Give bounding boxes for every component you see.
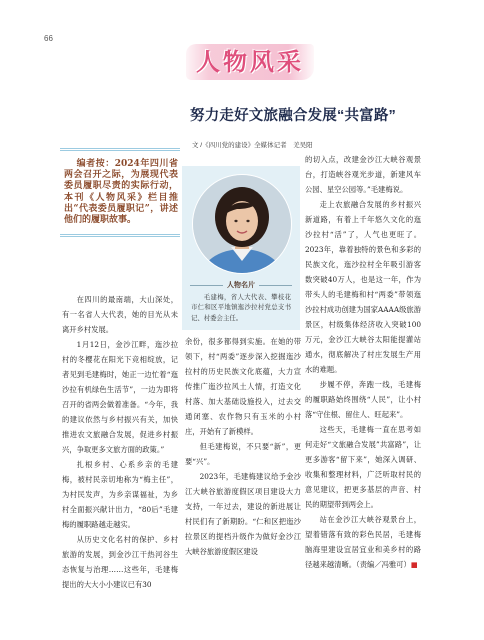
editor-note-text: 编者按：2024年四川省两会召开之际，为展现代表委员履职尽责的实际行动，本刊《人物风采》栏目推出“代表委员履职记”，讲述他们的履职故事。 [64,159,178,226]
portrait-photo [192,174,292,274]
section-banner [186,44,314,80]
profile-card-header [190,280,292,290]
paragraph: 1月12日，金沙江畔，迤沙拉村的冬樱花在阳光下竞相绽放，记者见到毛建梅时，她正一边忙着“迤沙拉有机绿色生活节”，一边为即将召开的省两会做着准备。“今年，我的建议依然与乡村振兴有关，加快推进农文旅融合发展，促进乡村振兴，争取更多文旅方面的政策。” [62,340,178,454]
paragraph: 走上农旅融合发展的乡村振兴新道路，有着上千年悠久文化的迤沙拉村“活”了，人气也更旺了。2023年，靠着独特的景色和多彩的民族文化，迤沙拉村全年吸引游客数突破40万人，也是这一年，作为带头人的毛建梅和村“两委”带领迤沙拉村成功创建为国家AAAA级旅游景区，村级集体经济收入突破100万元，金沙江大峡谷太阳能提灌站通水，彻底解决了村庄发展生产用水的难题。 [305,200,421,374]
article-column-left [62,292,178,592]
paragraph: 2023年，毛建梅建议给予金沙江大峡谷旅游度假区项目建设大力支持，一年过去，建设的新进展让村民们有了新期盼。“仁和区把迤沙拉景区的提档升级作为做好金沙江大峡谷旅游度假区建设 [185,472,301,556]
profile-card-rule-right [259,285,292,286]
paragraph: 步履不停，奔跑一线，毛建梅的履职路始终围绕“人民”，让小村落“守住根、留住人、旺起来”。 [305,380,421,419]
portrait-right-eye [246,220,249,222]
section-banner-label: 人物风采 [196,47,304,76]
portrait-illustration [193,175,291,273]
portrait-left-eye [234,220,237,222]
article-byline: 文 /《四川党的建设》全媒体记者 羌吴阳 [192,142,313,149]
end-mark: ■ [410,560,418,569]
paragraph-continued: 的切入点，改建金沙江大峡谷观景台，打造峡谷观光步道，新建风车公园、星空公园等。”毛建梅说。 [305,155,421,194]
profile-card-rule-left [190,285,223,286]
page-number: 66 [44,34,53,43]
profile-card-title: 人物名片 [227,280,255,289]
profile-card [182,166,300,330]
article-column-right [305,152,421,572]
paragraph: 这些天，毛建梅一直在思考如何走好“文旅融合发展”共富路”，让更多游客“留下来”，她深入调研、收集和整理材料，广泛听取村民的意见建议，把更多基层的声音、村民的期望带到两会上。 [305,425,421,509]
paragraph: 扎根乡村、心系乡亲的毛建梅，被村民亲切地称为“梅主任”，为村民发声，为乡亲谋福祉，为乡村全面振兴献计出力，“80后”毛建梅的履职路越走越实。 [62,460,178,529]
paragraph: 在四川的最南端，大山深处，有一名省人大代表，她的目光从未离开乡村发展。 [62,295,178,334]
paragraph-final [305,512,421,572]
article-title: 努力走好文旅融合发展“共富路” [190,108,396,124]
paragraph: 从历史文化名村的保护、乡村旅游的发展，到金沙江干热河谷生态恢复与治理……这些年，毛建梅提出的大大小小建议已有30 [62,535,178,589]
final-paragraph-text: 站在金沙江大峡谷观景台上，望着错落有致的彩色民居，毛建梅脑海里建设宜居宜业和美乡村的路径越来越清晰。 [305,515,421,569]
profile-card-text: 毛建梅，省人大代表、攀枝花市仁和区平地镇迤沙拉村党总支书记、村委会主任。 [191,293,291,322]
paragraph: 但毛建梅说，不只要“新”，更要“兴”。 [185,442,301,466]
article-column-middle [185,334,301,559]
paragraph-continued: 余份，很多都得到实施。在她的带领下，村“两委”逐步深入挖掘迤沙拉村的历史民族文化底蕴，大力宣传推广迤沙拉风土人情，打造文化村落、加大基础设施投入，过去交通闭塞、农作物只有玉米的小村庄，开始有了新模样。 [185,337,301,436]
editor-note-box [60,148,180,237]
editor-credit: （责编／冯雅可） [356,560,411,569]
